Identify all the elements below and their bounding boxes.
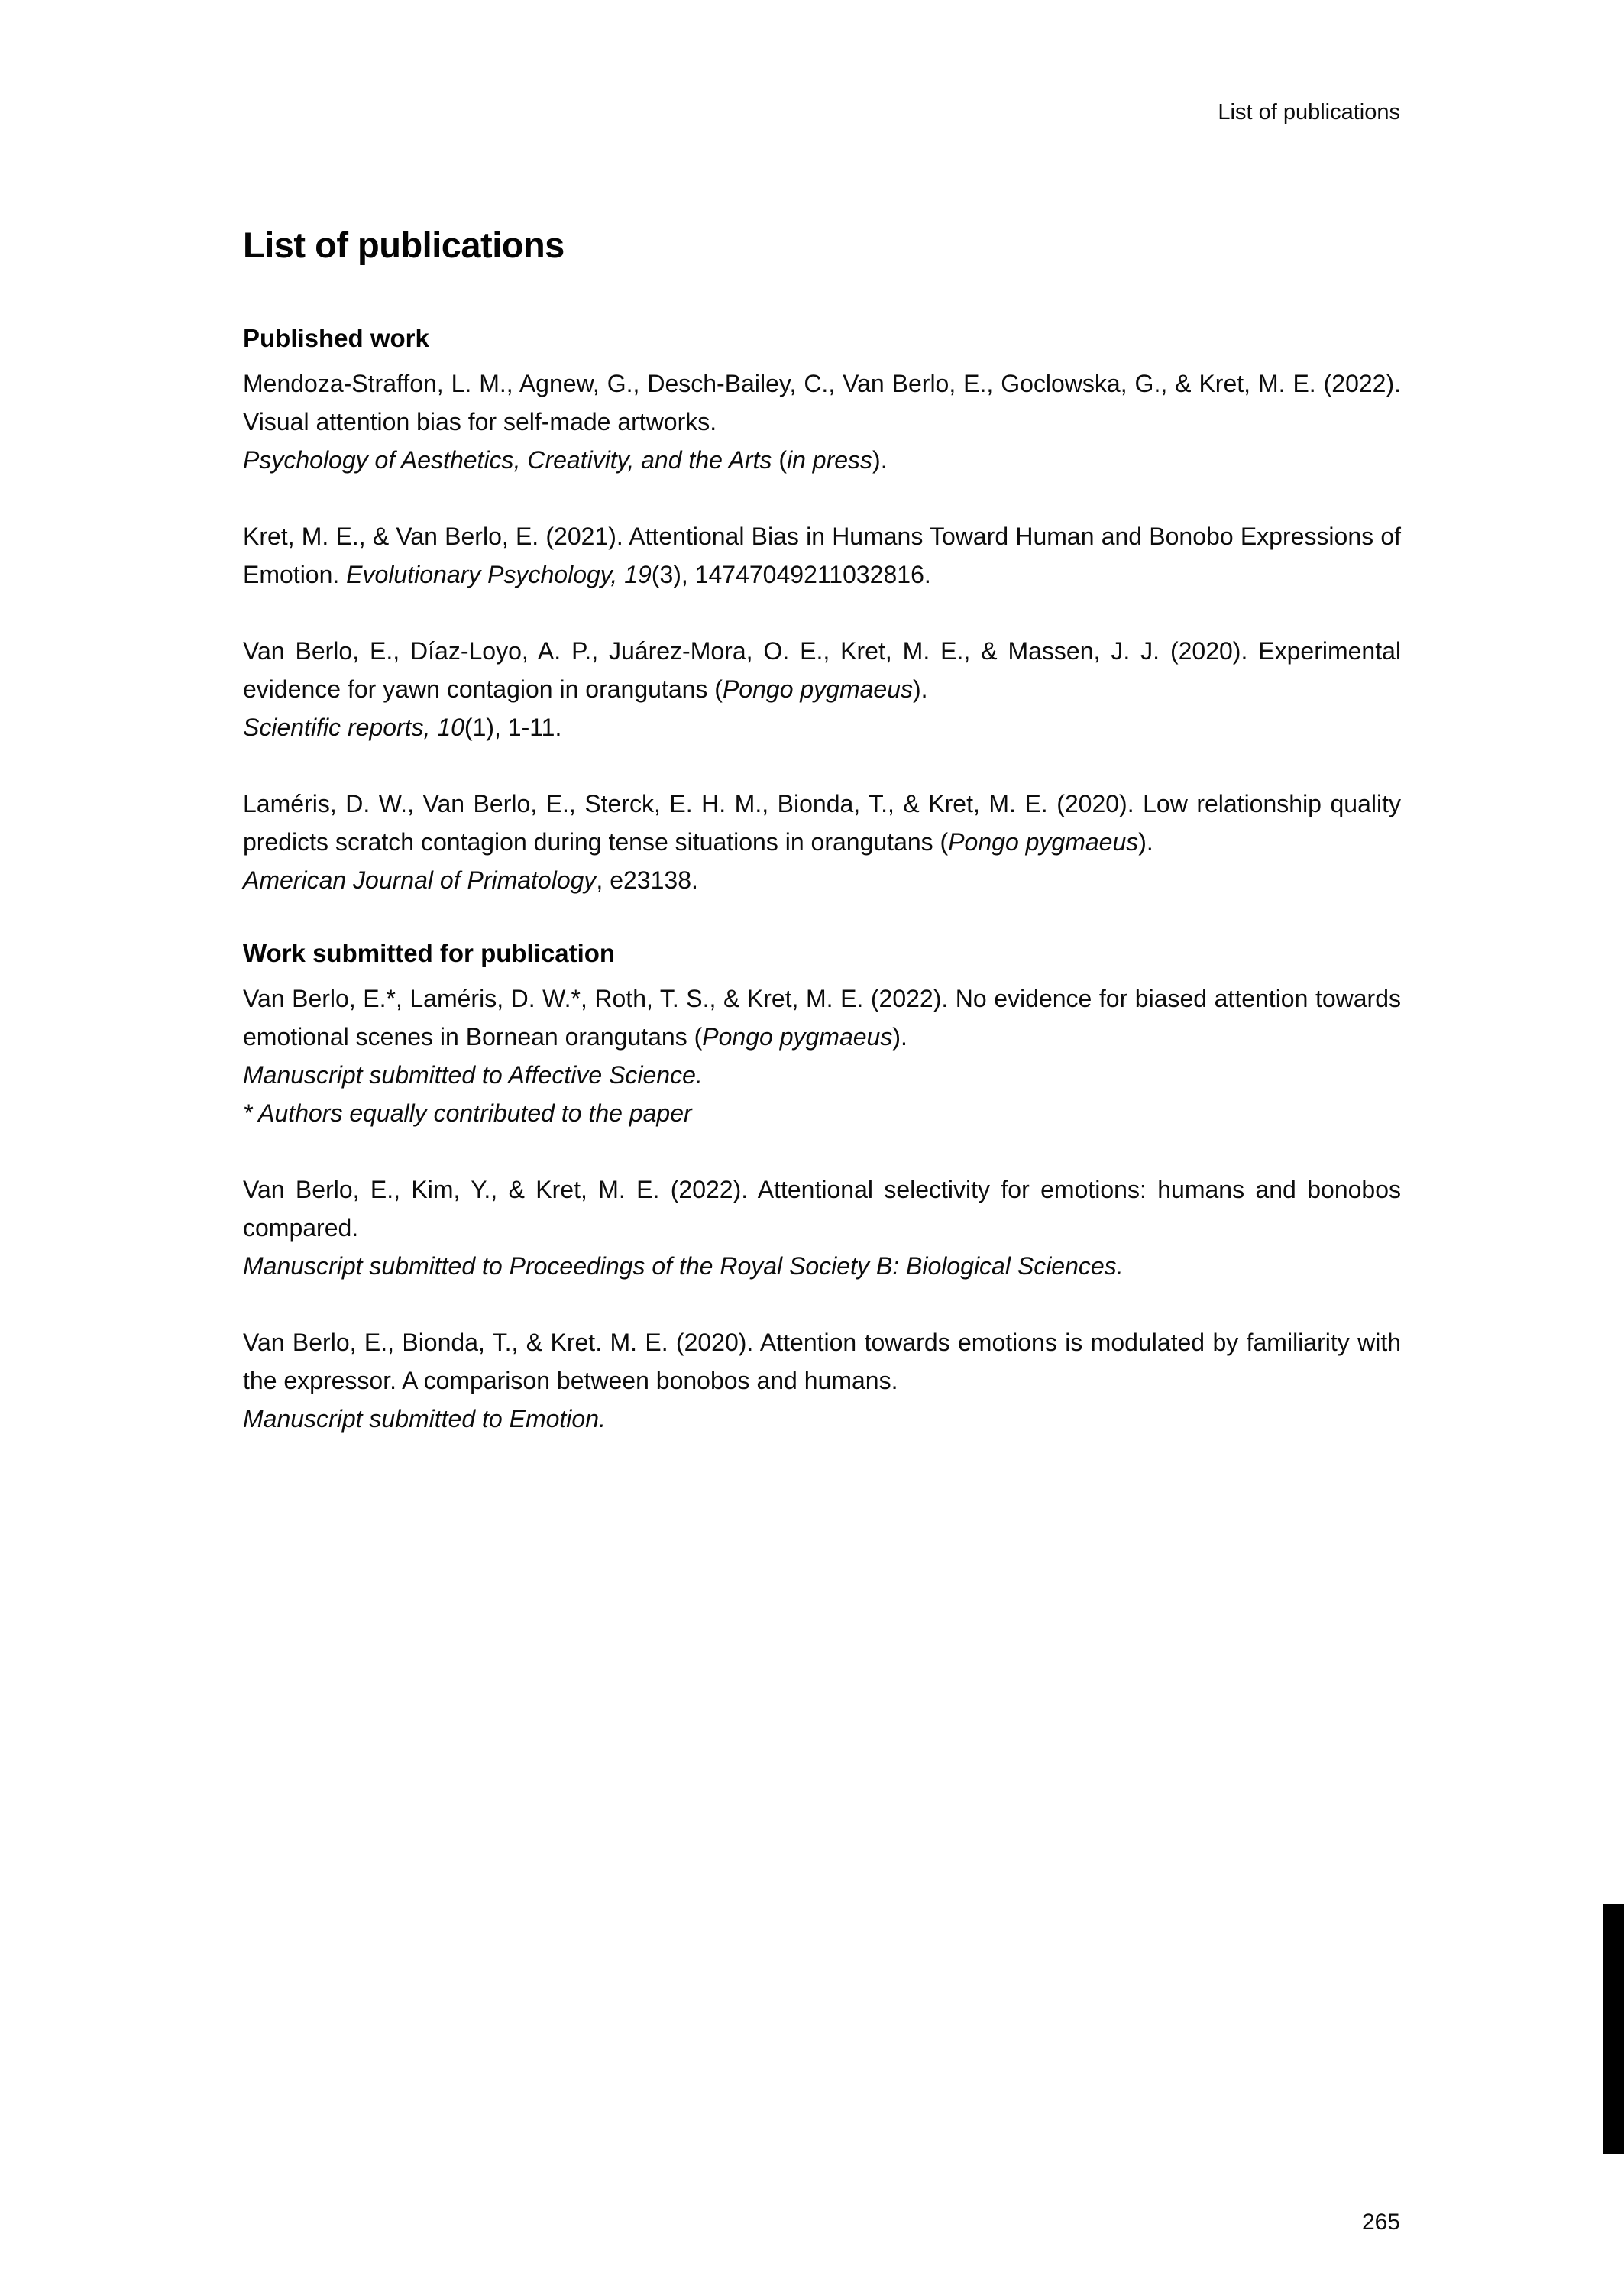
citation-text xyxy=(243,785,1401,861)
citation-run-italic: Manuscript submitted to Affective Science. xyxy=(243,1060,703,1089)
citation-text xyxy=(243,1400,1401,1438)
chapter-edge-tab xyxy=(1603,1904,1624,2154)
citation-text xyxy=(243,364,1401,441)
citation-run-italic: Evolutionary Psychology, 19 xyxy=(346,560,652,588)
citation-run: ). xyxy=(872,445,888,474)
citation-run: Kret, M. E., & Van Berlo, E. (2021). Attentional Bias in Humans Toward Human and Bonobo Expressions of Emotion. xyxy=(243,522,1401,588)
citation-run-italic: in press xyxy=(787,445,873,474)
citation-run-italic: Pongo pygmaeus xyxy=(702,1022,893,1050)
citation-run: ). xyxy=(913,675,928,703)
citation-run-italic: * Authors equally contributed to the paper xyxy=(243,1099,692,1127)
citation-run: (3), 14747049211032816. xyxy=(651,560,931,588)
citation-run-italic: Pongo pygmaeus xyxy=(948,827,1139,856)
citation-run-italic: Scientific reports, 10 xyxy=(243,713,464,741)
citation-text xyxy=(243,708,1401,746)
citation-run-italic: Manuscript submitted to Emotion. xyxy=(243,1404,606,1432)
citation-run: Mendoza-Straffon, L. M., Agnew, G., Desch-Bailey, C., Van Berlo, E., Goclowska, G., & Kret, M. E. (2022). Visual attention bias for self-made artworks. xyxy=(243,369,1401,435)
citation-run: Van Berlo, E., Kim, Y., & Kret, M. E. (2022). Attentional selectivity for emotions: humans and bonobos compared. xyxy=(243,1175,1401,1242)
page-number: 265 xyxy=(1361,2209,1400,2235)
publications-sections xyxy=(243,322,1401,1438)
publication-entry xyxy=(243,632,1401,746)
citation-run: Van Berlo, E.*, Laméris, D. W.*, Roth, T. S., & Kret, M. E. (2022). No evidence for biased attention towards emotional scenes in Bornean orangutans ( xyxy=(243,984,1401,1050)
publication-entry xyxy=(243,1170,1401,1285)
citation-text xyxy=(243,1323,1401,1400)
citation-text xyxy=(243,441,1401,479)
citation-text xyxy=(243,861,1401,899)
citation-text xyxy=(243,1094,1401,1132)
citation-text xyxy=(243,517,1401,594)
publication-entry xyxy=(243,517,1401,594)
citation-text xyxy=(243,632,1401,708)
citation-run: Laméris, D. W., Van Berlo, E., Sterck, E. H. M., Bionda, T., & Kret, M. E. (2020). Low relationship quality predicts scratch contagion during tense situations in orangutans ( xyxy=(243,789,1401,856)
publication-entry xyxy=(243,785,1401,899)
citation-text xyxy=(243,979,1401,1056)
running-header: List of publications xyxy=(1218,100,1400,125)
citation-run: ( xyxy=(772,445,787,474)
section-heading: Work submitted for publication xyxy=(243,938,616,967)
citation-run-italic: American Journal of Primatology xyxy=(243,866,597,894)
publication-entry xyxy=(243,1323,1401,1438)
citation-run-italic: Psychology of Aesthetics, Creativity, and the Arts xyxy=(243,445,772,474)
publication-entry xyxy=(243,364,1401,479)
citation-text xyxy=(243,1056,1401,1094)
citation-run: Van Berlo, E., Bionda, T., & Kret. M. E. (2020). Attention towards emotions is modulated by familiarity with the expressor. A comparison between bonobos and humans. xyxy=(243,1328,1401,1394)
citation-run: (1), 1-11. xyxy=(464,713,562,741)
citation-run: Van Berlo, E., Díaz-Loyo, A. P., Juárez-Mora, O. E., Kret, M. E., & Massen, J. J. (2020). Experimental evidence for yawn contagion in orangutans ( xyxy=(243,636,1401,703)
citation-run-italic: Manuscript submitted to Proceedings of the Royal Society B: Biological Sciences. xyxy=(243,1251,1124,1280)
citation-run-italic: Pongo pygmaeus xyxy=(722,675,914,703)
citation-text xyxy=(243,1170,1401,1247)
citation-run: ). xyxy=(892,1022,907,1050)
publication-entry xyxy=(243,979,1401,1132)
citation-run: ). xyxy=(1138,827,1153,856)
citation-run: , e23138. xyxy=(596,866,698,894)
content xyxy=(243,225,1401,1438)
citation-text xyxy=(243,1247,1401,1285)
page-title: List of publications xyxy=(243,225,565,265)
section-heading: Published work xyxy=(243,324,429,353)
